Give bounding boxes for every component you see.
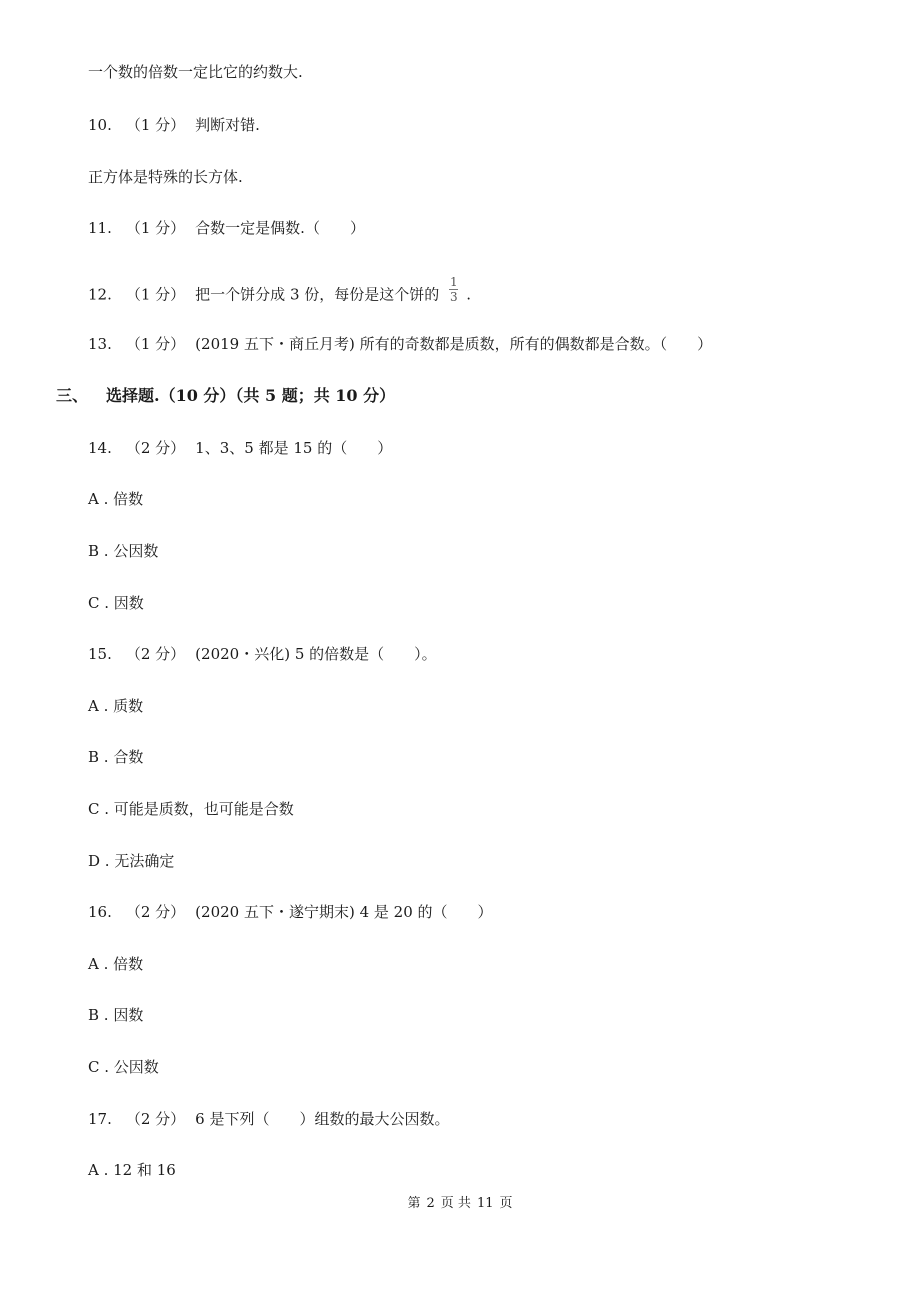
section-index: 三、 xyxy=(56,386,89,405)
question-11 xyxy=(88,218,365,238)
option-b: B . 合数 xyxy=(88,748,144,766)
question-score: （1 分） xyxy=(125,335,186,353)
footer-page-number: 2 xyxy=(426,1196,435,1211)
question-text: 1、3、5 都是 15 的（ ） xyxy=(195,439,393,457)
footer-prefix: 第 xyxy=(407,1196,421,1211)
option-b: B . 公因数 xyxy=(88,542,159,560)
footer-suffix: 页 xyxy=(499,1196,513,1211)
question-number: 17. xyxy=(88,1110,112,1128)
question-10 xyxy=(88,115,260,135)
footer-mid: 页 共 xyxy=(440,1196,471,1211)
question-number: 13. xyxy=(88,335,112,353)
fraction-numerator: 1 xyxy=(449,275,458,289)
page-footer xyxy=(0,1192,920,1211)
question-tail: . xyxy=(466,285,472,304)
option-a: A . 12 和 16 xyxy=(88,1161,176,1179)
question-number: 14. xyxy=(88,439,112,457)
question-score: （1 分） xyxy=(125,219,186,237)
option-c: C . 因数 xyxy=(88,594,144,612)
option-b: B . 因数 xyxy=(88,1006,144,1024)
question-16 xyxy=(88,902,493,922)
section-heading xyxy=(56,386,395,406)
option-d: D . 无法确定 xyxy=(88,852,175,870)
question-text: (2020 五下・遂宁期末) 4 是 20 的（ ） xyxy=(195,903,493,921)
question-text: (2020・兴化) 5 的倍数是（ ）。 xyxy=(195,645,437,663)
question-number: 12. xyxy=(88,285,112,304)
fraction-one-third xyxy=(449,276,458,303)
question-score: （2 分） xyxy=(125,645,186,663)
question-number: 11. xyxy=(88,219,112,237)
statement-line: 一个数的倍数一定比它的约数大. xyxy=(88,63,303,81)
question-text: (2019 五下・商丘月考) 所有的奇数都是质数，所有的偶数都是合数。（ ） xyxy=(195,335,713,353)
question-12 xyxy=(88,275,472,309)
question-17 xyxy=(88,1109,450,1129)
question-score: （1 分） xyxy=(125,116,186,134)
statement-line: 正方体是特殊的长方体. xyxy=(88,168,243,186)
question-text: 6 是下列（ ）组数的最大公因数。 xyxy=(195,1110,450,1128)
question-15 xyxy=(88,644,437,664)
question-number: 10. xyxy=(88,116,112,134)
question-14 xyxy=(88,438,392,458)
question-text: 把一个饼分成 3 份，每份是这个饼的 xyxy=(195,285,440,304)
question-text: 合数一定是偶数.（ ） xyxy=(195,219,365,237)
option-a: A . 倍数 xyxy=(88,490,144,508)
option-c: C . 可能是质数，也可能是合数 xyxy=(88,800,294,818)
option-a: A . 倍数 xyxy=(88,955,144,973)
question-number: 15. xyxy=(88,645,112,663)
question-13 xyxy=(88,334,712,354)
question-score: （2 分） xyxy=(125,903,186,921)
footer-total-pages: 11 xyxy=(476,1196,494,1211)
option-a: A . 质数 xyxy=(88,697,144,715)
option-c: C . 公因数 xyxy=(88,1058,159,1076)
section-title: 选择题.（10 分）（共 5 题；共 10 分） xyxy=(106,386,396,405)
fraction-denominator: 3 xyxy=(449,290,458,304)
question-score: （2 分） xyxy=(125,439,186,457)
question-text: 判断对错. xyxy=(195,116,260,134)
question-score: （1 分） xyxy=(125,285,186,304)
question-score: （2 分） xyxy=(125,1110,186,1128)
question-number: 16. xyxy=(88,903,112,921)
